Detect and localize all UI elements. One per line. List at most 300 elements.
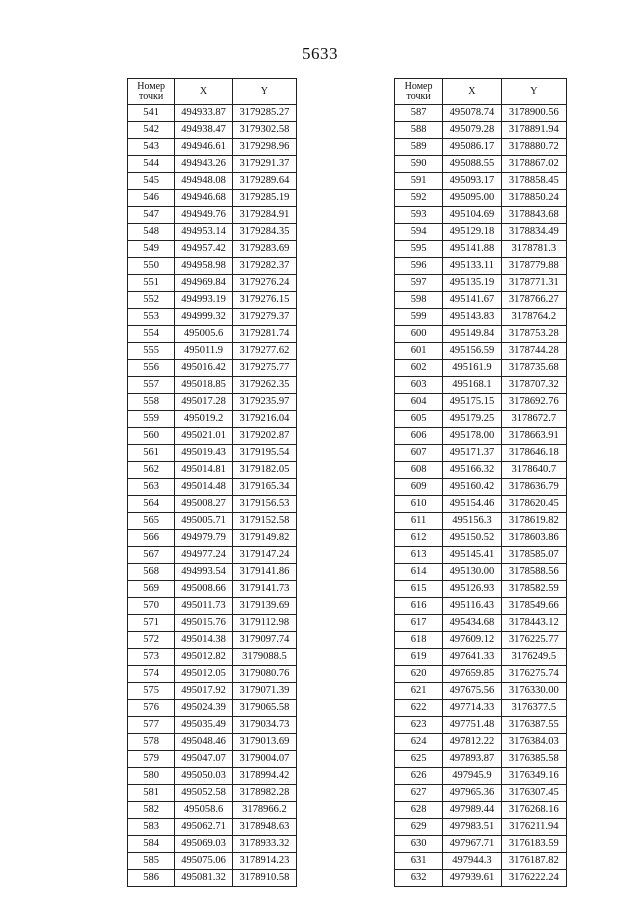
- y-coordinate-cell: 3178585.07: [501, 547, 566, 564]
- x-coordinate-cell: 497967.71: [443, 836, 501, 853]
- x-coordinate-cell: 494943.26: [175, 156, 232, 173]
- table-row: [128, 581, 297, 598]
- table-row: [128, 870, 297, 887]
- x-coordinate-cell: 495005.6: [175, 326, 232, 343]
- table-row: [128, 190, 297, 207]
- x-coordinate-cell: 495143.83: [443, 309, 501, 326]
- y-coordinate-cell: 3178781.3: [501, 241, 566, 258]
- point-number-cell: 621: [395, 683, 443, 700]
- point-number-cell: 616: [395, 598, 443, 615]
- y-coordinate-cell: 3178933.32: [232, 836, 296, 853]
- table-row: [128, 173, 297, 190]
- table-row: [128, 139, 297, 156]
- point-number-cell: 545: [128, 173, 175, 190]
- y-coordinate-cell: 3176384.03: [501, 734, 566, 751]
- y-coordinate-cell: 3178771.31: [501, 275, 566, 292]
- y-coordinate-cell: 3178910.58: [232, 870, 296, 887]
- x-coordinate-cell: 495012.05: [175, 666, 232, 683]
- point-number-cell: 579: [128, 751, 175, 768]
- x-coordinate-cell: 495178.00: [443, 428, 501, 445]
- y-coordinate-cell: 3178663.91: [501, 428, 566, 445]
- table-row: [395, 700, 567, 717]
- point-number-cell: 606: [395, 428, 443, 445]
- y-coordinate-cell: 3179285.19: [232, 190, 296, 207]
- y-coordinate-cell: 3179285.27: [232, 105, 296, 122]
- y-coordinate-cell: 3179149.82: [232, 530, 296, 547]
- y-coordinate-cell: 3179282.37: [232, 258, 296, 275]
- point-number-cell: 622: [395, 700, 443, 717]
- point-number-cell: 628: [395, 802, 443, 819]
- page-number: 5633: [302, 44, 338, 63]
- point-number-cell: 553: [128, 309, 175, 326]
- y-coordinate-cell: 3176222.24: [501, 870, 566, 887]
- x-coordinate-cell: 495145.41: [443, 547, 501, 564]
- y-coordinate-cell: 3179141.86: [232, 564, 296, 581]
- point-number-cell: 552: [128, 292, 175, 309]
- y-coordinate-cell: 3179235.97: [232, 394, 296, 411]
- table-row: [395, 530, 567, 547]
- table-row: [395, 649, 567, 666]
- x-coordinate-cell: 495050.03: [175, 768, 232, 785]
- table-row: [128, 224, 297, 241]
- x-coordinate-cell: 495047.07: [175, 751, 232, 768]
- table-row: [128, 819, 297, 836]
- y-coordinate-cell: 3179013.69: [232, 734, 296, 751]
- x-coordinate-cell: 497641.33: [443, 649, 501, 666]
- x-coordinate-cell: 494949.76: [175, 207, 232, 224]
- y-coordinate-cell: 3178620.45: [501, 496, 566, 513]
- y-coordinate-cell: 3178914.23: [232, 853, 296, 870]
- x-coordinate-cell: 495014.38: [175, 632, 232, 649]
- y-coordinate-cell: 3179281.74: [232, 326, 296, 343]
- table-row: [128, 496, 297, 513]
- x-coordinate-cell: 495018.85: [175, 377, 232, 394]
- table-row: [128, 530, 297, 547]
- table-row: [395, 683, 567, 700]
- header-x: X: [443, 79, 501, 105]
- point-number-cell: 557: [128, 377, 175, 394]
- table-row: [128, 241, 297, 258]
- table-row: [128, 156, 297, 173]
- x-coordinate-cell: 497945.9: [443, 768, 501, 785]
- x-coordinate-cell: 495008.27: [175, 496, 232, 513]
- table-row: [395, 224, 567, 241]
- table-row: [395, 428, 567, 445]
- y-coordinate-cell: 3178619.82: [501, 513, 566, 530]
- header-y: Y: [501, 79, 566, 105]
- table-row: [395, 309, 567, 326]
- y-coordinate-cell: 3179152.58: [232, 513, 296, 530]
- table-row: [395, 751, 567, 768]
- y-coordinate-cell: 3178764.2: [501, 309, 566, 326]
- y-coordinate-cell: 3179283.69: [232, 241, 296, 258]
- coordinates-table-right: [394, 78, 567, 887]
- y-coordinate-cell: 3176387.55: [501, 717, 566, 734]
- x-coordinate-cell: 495058.6: [175, 802, 232, 819]
- x-coordinate-cell: 495434.68: [443, 615, 501, 632]
- table-row: [395, 122, 567, 139]
- point-number-cell: 554: [128, 326, 175, 343]
- table-row: [128, 615, 297, 632]
- point-number-cell: 605: [395, 411, 443, 428]
- y-coordinate-cell: 3178603.86: [501, 530, 566, 547]
- y-coordinate-cell: 3179065.58: [232, 700, 296, 717]
- y-coordinate-cell: 3176385.58: [501, 751, 566, 768]
- point-number-cell: 549: [128, 241, 175, 258]
- table-row: [395, 462, 567, 479]
- point-number-cell: 584: [128, 836, 175, 853]
- table-row: [128, 326, 297, 343]
- header-point-number: Номер точки: [395, 79, 443, 105]
- y-coordinate-cell: 3179071.39: [232, 683, 296, 700]
- point-number-cell: 560: [128, 428, 175, 445]
- x-coordinate-cell: 497965.36: [443, 785, 501, 802]
- point-number-cell: 572: [128, 632, 175, 649]
- table-row: [395, 275, 567, 292]
- table-row: [128, 411, 297, 428]
- point-number-cell: 611: [395, 513, 443, 530]
- x-coordinate-cell: 495104.69: [443, 207, 501, 224]
- y-coordinate-cell: 3179275.77: [232, 360, 296, 377]
- table-row: [128, 785, 297, 802]
- header-x: X: [175, 79, 232, 105]
- y-coordinate-cell: 3179165.34: [232, 479, 296, 496]
- x-coordinate-cell: 495052.58: [175, 785, 232, 802]
- point-number-cell: 563: [128, 479, 175, 496]
- y-coordinate-cell: 3179298.96: [232, 139, 296, 156]
- x-coordinate-cell: 495016.42: [175, 360, 232, 377]
- table-row: [128, 122, 297, 139]
- y-coordinate-cell: 3176225.77: [501, 632, 566, 649]
- table-row: [128, 343, 297, 360]
- table-row: [128, 207, 297, 224]
- table-row: [395, 156, 567, 173]
- point-number-cell: 609: [395, 479, 443, 496]
- y-coordinate-cell: 3178735.68: [501, 360, 566, 377]
- table-row: [128, 853, 297, 870]
- point-number-cell: 578: [128, 734, 175, 751]
- point-number-cell: 586: [128, 870, 175, 887]
- x-coordinate-cell: 497939.61: [443, 870, 501, 887]
- point-number-cell: 582: [128, 802, 175, 819]
- x-coordinate-cell: 495126.93: [443, 581, 501, 598]
- x-coordinate-cell: 495171.37: [443, 445, 501, 462]
- point-number-cell: 580: [128, 768, 175, 785]
- point-number-cell: 576: [128, 700, 175, 717]
- table-row: [128, 717, 297, 734]
- point-number-cell: 608: [395, 462, 443, 479]
- point-number-cell: 624: [395, 734, 443, 751]
- y-coordinate-cell: 3178867.02: [501, 156, 566, 173]
- point-number-cell: 620: [395, 666, 443, 683]
- table-row: [128, 292, 297, 309]
- x-coordinate-cell: 497659.85: [443, 666, 501, 683]
- point-number-cell: 612: [395, 530, 443, 547]
- x-coordinate-cell: 495078.74: [443, 105, 501, 122]
- point-number-cell: 550: [128, 258, 175, 275]
- point-number-cell: 602: [395, 360, 443, 377]
- x-coordinate-cell: 495141.67: [443, 292, 501, 309]
- table-row: [128, 309, 297, 326]
- table-row: [395, 343, 567, 360]
- table-row: [128, 394, 297, 411]
- y-coordinate-cell: 3179182.05: [232, 462, 296, 479]
- x-coordinate-cell: 497714.33: [443, 700, 501, 717]
- y-coordinate-cell: 3178636.79: [501, 479, 566, 496]
- table-row: [128, 768, 297, 785]
- point-number-cell: 618: [395, 632, 443, 649]
- y-coordinate-cell: 3179097.74: [232, 632, 296, 649]
- y-coordinate-cell: 3176275.74: [501, 666, 566, 683]
- x-coordinate-cell: 495156.59: [443, 343, 501, 360]
- y-coordinate-cell: 3179279.37: [232, 309, 296, 326]
- y-coordinate-cell: 3176349.16: [501, 768, 566, 785]
- x-coordinate-cell: 497983.51: [443, 819, 501, 836]
- table-row: [395, 853, 567, 870]
- x-coordinate-cell: 495093.17: [443, 173, 501, 190]
- point-number-cell: 570: [128, 598, 175, 615]
- table-row: [395, 870, 567, 887]
- x-coordinate-cell: 495017.28: [175, 394, 232, 411]
- point-number-cell: 597: [395, 275, 443, 292]
- point-number-cell: 596: [395, 258, 443, 275]
- point-number-cell: 558: [128, 394, 175, 411]
- point-number-cell: 610: [395, 496, 443, 513]
- y-coordinate-cell: 3179284.91: [232, 207, 296, 224]
- x-coordinate-cell: 494933.87: [175, 105, 232, 122]
- x-coordinate-cell: 495062.71: [175, 819, 232, 836]
- table-row: [395, 411, 567, 428]
- table-row: [128, 360, 297, 377]
- x-coordinate-cell: 495011.9: [175, 343, 232, 360]
- table-row: [128, 649, 297, 666]
- table-row: [395, 445, 567, 462]
- x-coordinate-cell: 495019.2: [175, 411, 232, 428]
- point-number-cell: 615: [395, 581, 443, 598]
- point-number-cell: 567: [128, 547, 175, 564]
- table-row: [395, 632, 567, 649]
- x-coordinate-cell: 495015.76: [175, 615, 232, 632]
- point-number-cell: 542: [128, 122, 175, 139]
- point-number-cell: 631: [395, 853, 443, 870]
- x-coordinate-cell: 494977.24: [175, 547, 232, 564]
- table-row: [128, 683, 297, 700]
- x-coordinate-cell: 494958.98: [175, 258, 232, 275]
- point-number-cell: 623: [395, 717, 443, 734]
- x-coordinate-cell: 497675.56: [443, 683, 501, 700]
- point-number-cell: 590: [395, 156, 443, 173]
- table-row: [395, 139, 567, 156]
- table-row: [128, 632, 297, 649]
- x-coordinate-cell: 495014.48: [175, 479, 232, 496]
- y-coordinate-cell: 3176211.94: [501, 819, 566, 836]
- x-coordinate-cell: 495081.32: [175, 870, 232, 887]
- y-coordinate-cell: 3178646.18: [501, 445, 566, 462]
- x-coordinate-cell: 495130.00: [443, 564, 501, 581]
- point-number-cell: 566: [128, 530, 175, 547]
- y-coordinate-cell: 3178843.68: [501, 207, 566, 224]
- table-row: [128, 598, 297, 615]
- point-number-cell: 543: [128, 139, 175, 156]
- table-row: [395, 734, 567, 751]
- x-coordinate-cell: 495021.01: [175, 428, 232, 445]
- x-coordinate-cell: 494953.14: [175, 224, 232, 241]
- point-number-cell: 588: [395, 122, 443, 139]
- table-row: [395, 819, 567, 836]
- y-coordinate-cell: 3178753.28: [501, 326, 566, 343]
- y-coordinate-cell: 3178891.94: [501, 122, 566, 139]
- x-coordinate-cell: 495035.49: [175, 717, 232, 734]
- x-coordinate-cell: 494979.79: [175, 530, 232, 547]
- x-coordinate-cell: 495160.42: [443, 479, 501, 496]
- y-coordinate-cell: 3179202.87: [232, 428, 296, 445]
- point-number-cell: 594: [395, 224, 443, 241]
- y-coordinate-cell: 3176307.45: [501, 785, 566, 802]
- x-coordinate-cell: 497989.44: [443, 802, 501, 819]
- x-coordinate-cell: 495161.9: [443, 360, 501, 377]
- y-coordinate-cell: 3178744.28: [501, 343, 566, 360]
- table-body-left: [128, 105, 297, 887]
- y-coordinate-cell: 3179216.04: [232, 411, 296, 428]
- table-row: [395, 785, 567, 802]
- y-coordinate-cell: 3178834.49: [501, 224, 566, 241]
- x-coordinate-cell: 495166.32: [443, 462, 501, 479]
- point-number-cell: 547: [128, 207, 175, 224]
- x-coordinate-cell: 495149.84: [443, 326, 501, 343]
- x-coordinate-cell: 494938.47: [175, 122, 232, 139]
- table-row: [395, 496, 567, 513]
- y-coordinate-cell: 3178779.88: [501, 258, 566, 275]
- y-coordinate-cell: 3179004.07: [232, 751, 296, 768]
- point-number-cell: 617: [395, 615, 443, 632]
- x-coordinate-cell: 495135.19: [443, 275, 501, 292]
- y-coordinate-cell: 3176377.5: [501, 700, 566, 717]
- y-coordinate-cell: 3178692.76: [501, 394, 566, 411]
- x-coordinate-cell: 495133.11: [443, 258, 501, 275]
- table-row: [128, 666, 297, 683]
- x-coordinate-cell: 495019.43: [175, 445, 232, 462]
- table-row: [395, 768, 567, 785]
- table-row: [128, 258, 297, 275]
- x-coordinate-cell: 495075.06: [175, 853, 232, 870]
- y-coordinate-cell: 3178858.45: [501, 173, 566, 190]
- point-number-cell: 595: [395, 241, 443, 258]
- point-number-cell: 625: [395, 751, 443, 768]
- point-number-cell: 544: [128, 156, 175, 173]
- point-number-cell: 626: [395, 768, 443, 785]
- point-number-cell: 551: [128, 275, 175, 292]
- point-number-cell: 603: [395, 377, 443, 394]
- table-row: [395, 513, 567, 530]
- y-coordinate-cell: 3179262.35: [232, 377, 296, 394]
- y-coordinate-cell: 3179195.54: [232, 445, 296, 462]
- point-number-cell: 614: [395, 564, 443, 581]
- table-row: [395, 564, 567, 581]
- y-coordinate-cell: 3179147.24: [232, 547, 296, 564]
- point-number-cell: 587: [395, 105, 443, 122]
- x-coordinate-cell: 495017.92: [175, 683, 232, 700]
- x-coordinate-cell: 495069.03: [175, 836, 232, 853]
- table-row: [395, 717, 567, 734]
- point-number-cell: 607: [395, 445, 443, 462]
- table-row: [128, 700, 297, 717]
- point-number-cell: 555: [128, 343, 175, 360]
- header-y: Y: [232, 79, 296, 105]
- x-coordinate-cell: 495088.55: [443, 156, 501, 173]
- x-coordinate-cell: 497609.12: [443, 632, 501, 649]
- point-number-cell: 613: [395, 547, 443, 564]
- table-row: [395, 581, 567, 598]
- x-coordinate-cell: 495005.71: [175, 513, 232, 530]
- x-coordinate-cell: 495086.17: [443, 139, 501, 156]
- table-row: [128, 462, 297, 479]
- table-row: [395, 802, 567, 819]
- table-row: [395, 190, 567, 207]
- x-coordinate-cell: 495116.43: [443, 598, 501, 615]
- y-coordinate-cell: 3178707.32: [501, 377, 566, 394]
- point-number-cell: 546: [128, 190, 175, 207]
- table-row: [395, 105, 567, 122]
- point-number-cell: 565: [128, 513, 175, 530]
- y-coordinate-cell: 3179141.73: [232, 581, 296, 598]
- x-coordinate-cell: 495150.52: [443, 530, 501, 547]
- point-number-cell: 573: [128, 649, 175, 666]
- table-row: [395, 547, 567, 564]
- table-row: [395, 360, 567, 377]
- point-number-cell: 627: [395, 785, 443, 802]
- x-coordinate-cell: 495141.88: [443, 241, 501, 258]
- point-number-cell: 629: [395, 819, 443, 836]
- x-coordinate-cell: 495129.18: [443, 224, 501, 241]
- x-coordinate-cell: 497944.3: [443, 853, 501, 870]
- table-row: [395, 394, 567, 411]
- y-coordinate-cell: 3176187.82: [501, 853, 566, 870]
- table-row: [128, 105, 297, 122]
- table-row: [395, 241, 567, 258]
- x-coordinate-cell: 494999.32: [175, 309, 232, 326]
- point-number-cell: 589: [395, 139, 443, 156]
- table-row: [395, 207, 567, 224]
- point-number-cell: 564: [128, 496, 175, 513]
- x-coordinate-cell: 495048.46: [175, 734, 232, 751]
- y-coordinate-cell: 3178900.56: [501, 105, 566, 122]
- y-coordinate-cell: 3178982.28: [232, 785, 296, 802]
- x-coordinate-cell: 495154.46: [443, 496, 501, 513]
- point-number-cell: 541: [128, 105, 175, 122]
- y-coordinate-cell: 3179088.5: [232, 649, 296, 666]
- point-number-cell: 575: [128, 683, 175, 700]
- y-coordinate-cell: 3179302.58: [232, 122, 296, 139]
- table-row: [395, 666, 567, 683]
- point-number-cell: 571: [128, 615, 175, 632]
- x-coordinate-cell: 494946.68: [175, 190, 232, 207]
- table-row: [128, 479, 297, 496]
- y-coordinate-cell: 3179277.62: [232, 343, 296, 360]
- table-row: [395, 326, 567, 343]
- table-row: [128, 564, 297, 581]
- point-number-cell: 600: [395, 326, 443, 343]
- table-row: [395, 173, 567, 190]
- y-coordinate-cell: 3179139.69: [232, 598, 296, 615]
- x-coordinate-cell: 494993.54: [175, 564, 232, 581]
- y-coordinate-cell: 3176330.00: [501, 683, 566, 700]
- x-coordinate-cell: 494957.42: [175, 241, 232, 258]
- coordinates-table-left: [127, 78, 297, 887]
- y-coordinate-cell: 3176268.16: [501, 802, 566, 819]
- table-row: [128, 802, 297, 819]
- x-coordinate-cell: 497893.87: [443, 751, 501, 768]
- point-number-cell: 561: [128, 445, 175, 462]
